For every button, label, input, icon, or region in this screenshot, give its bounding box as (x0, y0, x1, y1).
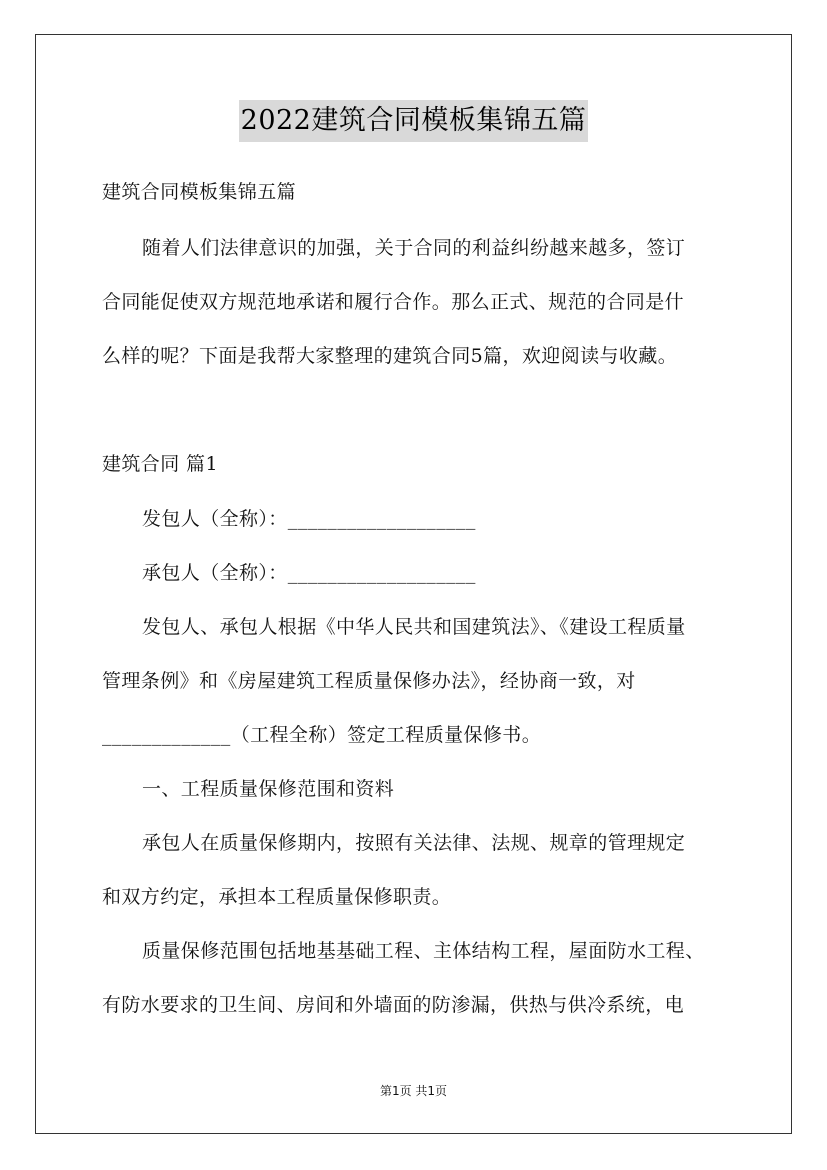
scope-line-2: 有防水要求的卫生间、房间和外墙面的防渗漏，供热与供冷系统，电 (102, 994, 685, 1016)
title-container (0, 100, 827, 142)
clause-line-1: 承包人在质量保修期内，按照有关法律、法规、规章的管理规定 (142, 832, 686, 854)
para-line-1: 发包人、承包人根据《中华人民共和国建筑法》、《建设工程质量 (142, 616, 686, 638)
intro-line-2: 合同能促使双方规范地承诺和履行合作。那么正式、规范的合同是什 (102, 291, 685, 313)
page-footer: 第1页 共1页 (379, 1084, 448, 1098)
document-title: 2022建筑合同模板集锦五篇 (239, 100, 589, 142)
intro-line-3: 么样的呢？下面是我帮大家整理的建筑合同5篇，欢迎阅读与收藏。 (102, 345, 678, 367)
para-line-3: _____________（工程全称）签定工程质量保修书。 (102, 724, 542, 746)
subtitle-line: 建筑合同模板集锦五篇 (102, 181, 297, 203)
intro-line-1: 随着人们法律意识的加强，关于合同的利益纠纷越来越多，签订 (142, 237, 686, 259)
section-heading: 建筑合同 篇1 (102, 453, 218, 475)
contractor-line: 承包人（全称）：___________________ (142, 562, 476, 584)
clause-line-2: 和双方约定，承担本工程质量保修职责。 (102, 886, 452, 908)
employer-line: 发包人（全称）：___________________ (142, 508, 476, 530)
para-line-2: 管理条例》和《房屋建筑工程质量保修办法》，经协商一致，对 (102, 670, 636, 692)
clause-heading: 一、工程质量保修范围和资料 (142, 778, 395, 800)
scope-line-1: 质量保修范围包括地基基础工程、主体结构工程，屋面防水工程、 (142, 940, 705, 962)
